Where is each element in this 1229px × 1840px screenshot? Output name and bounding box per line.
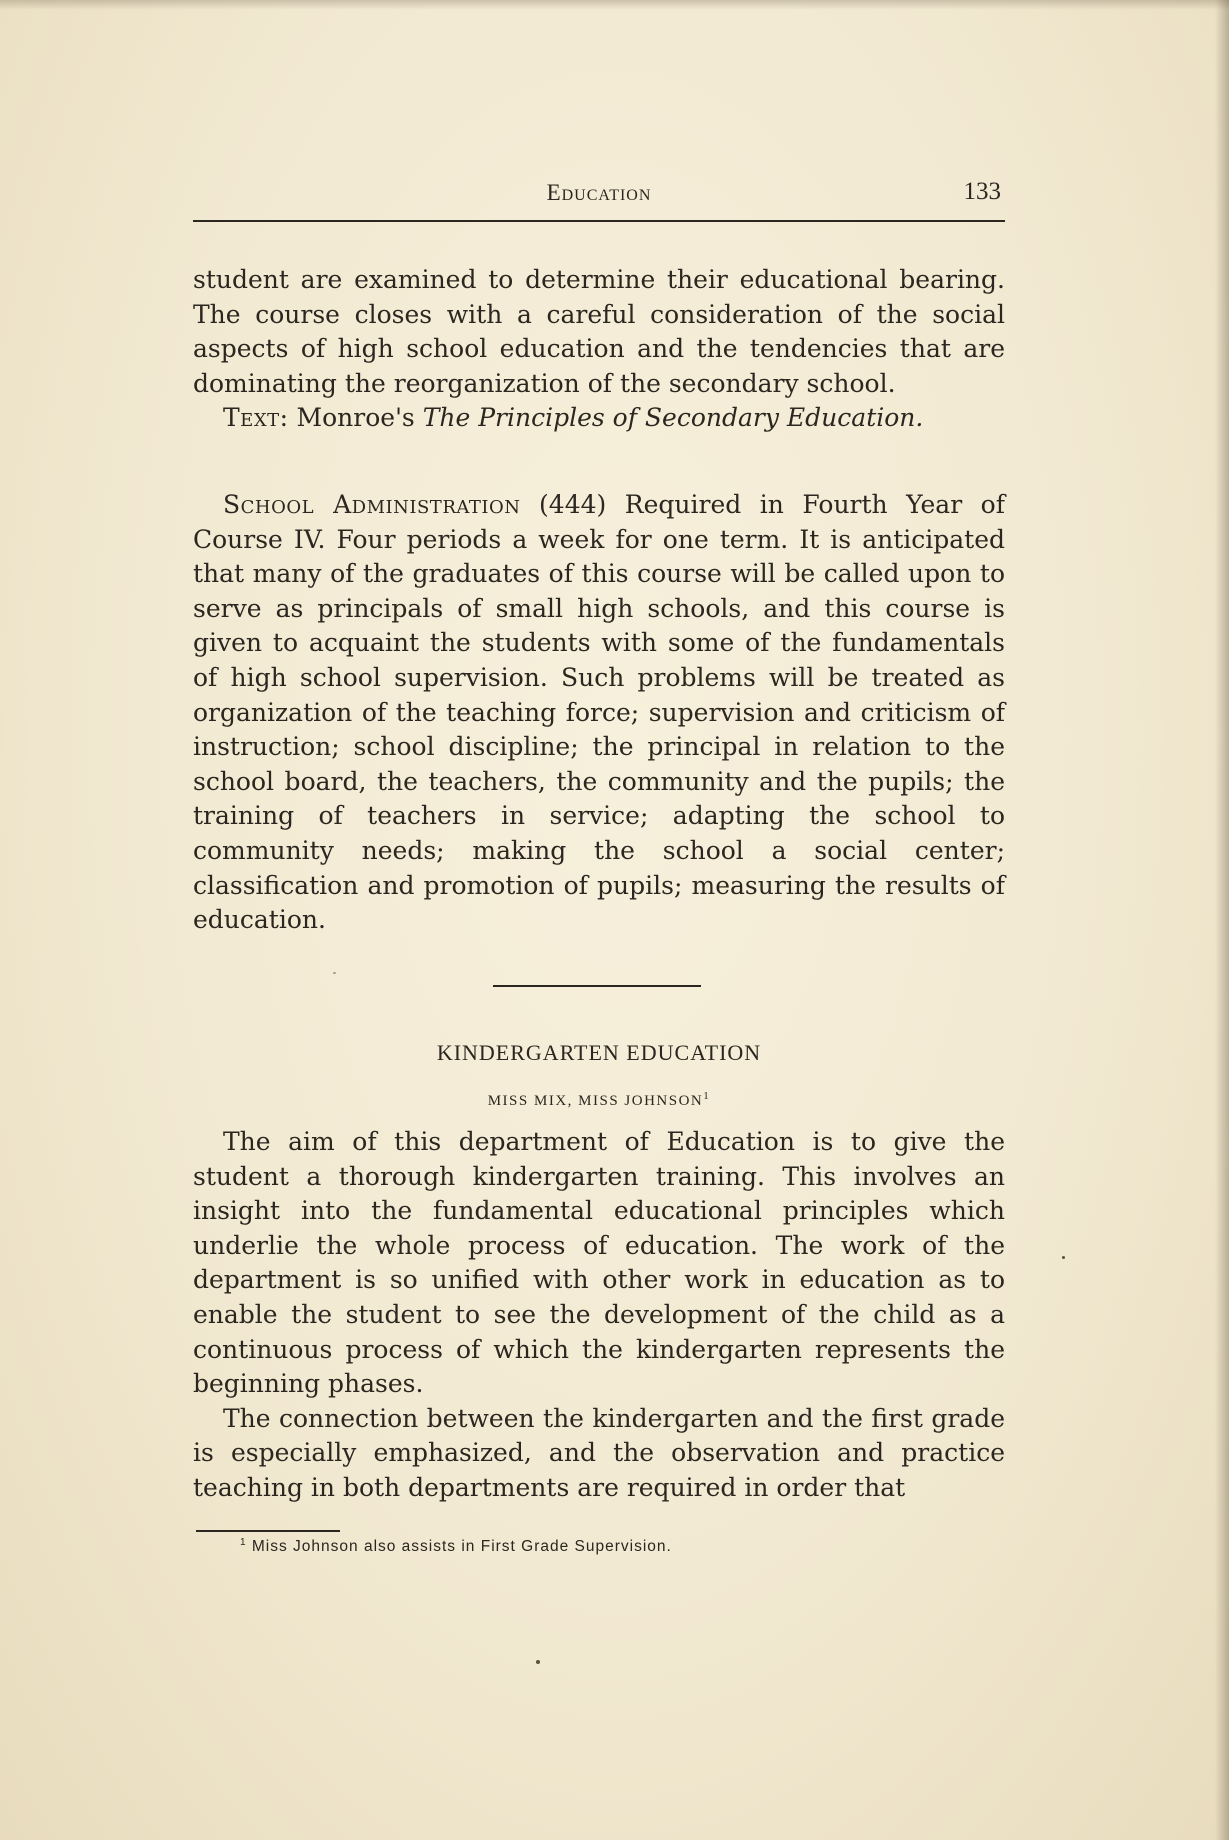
department-staff [193, 1090, 1005, 1110]
paper-speck [333, 972, 336, 974]
department-title: KINDERGARTEN EDUCATION [436, 1040, 762, 1065]
course-description: (444) Required in Fourth Year of Course IV. Four periods a week for one term. It is anticipated that many of the graduates of this course will be called upon to serve as principals of small high schools, and this course is given to acquaint the students with some of the fundamentals of high school supervision. Such problems will be treated as organization of the teaching force; supervision and criticism of instruction; school discipline; the principal in relation to the school board, the teachers, the community and the pupils; the training of teachers in service; adapting the school to community needs; making the school a social center; classification and promotion of pupils; measuring the results of education. [193, 490, 1005, 935]
continuation-paragraph: student are examined to determine their educational bearing. The course closes with a careful consideration of the social aspects of high school education and the tendencies that are dominating the reorganization of the secondary school. [193, 265, 1005, 398]
paper-speck [536, 1660, 540, 1664]
section-secondary-education-end [193, 263, 1005, 436]
kindergarten-paragraph-2: The connection between the kindergarten and the first grade is especially emphasized, and the observation and practice teaching in both departments are required in order that [193, 1403, 1005, 1502]
staff-footnote-mark: 1 [703, 1090, 711, 1102]
kindergarten-paragraph-1: The aim of this department of Education is to give the student a thorough kindergarten training. This involves an insight into the fundamental educational principles which underlie the whole process of education. The work of the department is so unified with other work in education as to enable the student to see the development of the child as a continuous process of which the kindergarten represents the beginning phases. [193, 1127, 1005, 1399]
footnote-rule [196, 1530, 340, 1532]
text-label: Text: [223, 403, 289, 433]
running-header [193, 176, 1005, 222]
running-header-title: Education [546, 180, 652, 205]
course-name: School Administration [223, 490, 521, 519]
paper-speck [1062, 1256, 1065, 1259]
page-right-shadow [1215, 0, 1229, 1840]
staff-names: MISS MIX, MISS JOHNSON [487, 1093, 704, 1109]
school-administration-paragraph [193, 488, 1005, 938]
footnote-mark: 1 [240, 1537, 247, 1548]
text-author: Monroe's [296, 403, 415, 433]
text-title: The Principles of Secondary Education. [422, 403, 924, 433]
page-top-shadow [0, 0, 1229, 10]
section-divider [493, 985, 701, 987]
footnote [240, 1537, 1000, 1556]
footnote-text: Miss Johnson also assists in First Grade Supervision. [251, 1538, 672, 1556]
text-reference [193, 401, 1005, 436]
page-number: 133 [963, 178, 1001, 205]
kindergarten-body [193, 1125, 1005, 1506]
section-school-administration [193, 488, 1005, 938]
